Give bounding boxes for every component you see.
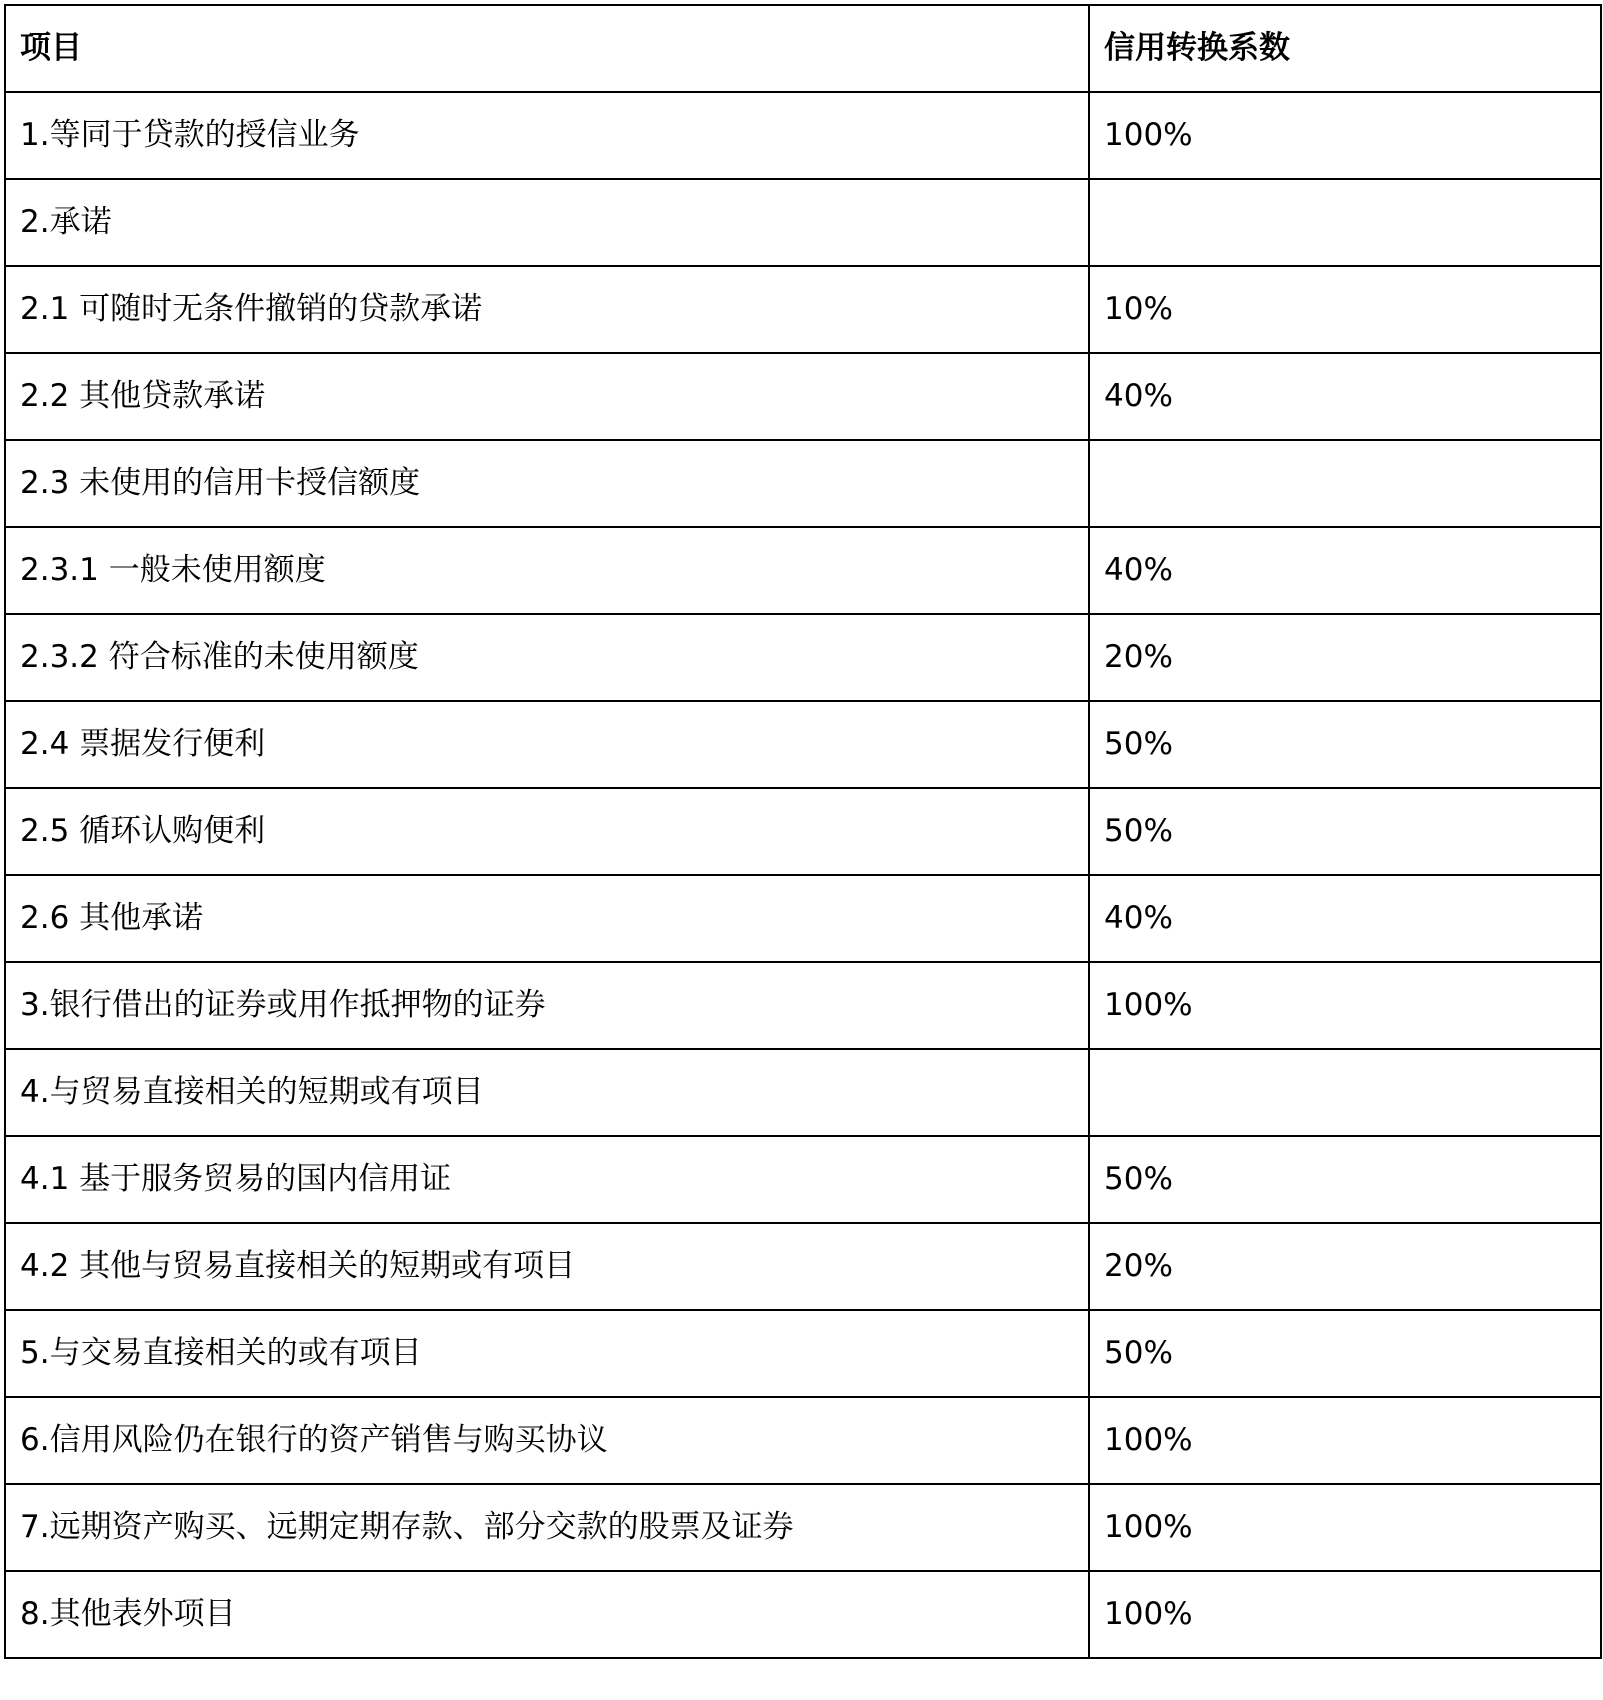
factor-cell: 100% — [1089, 962, 1601, 1049]
factor-cell: 20% — [1089, 1223, 1601, 1310]
item-cell: 1.等同于贷款的授信业务 — [5, 92, 1089, 179]
table-row — [5, 92, 1601, 179]
factor-cell: 40% — [1089, 353, 1601, 440]
table-row — [5, 353, 1601, 440]
factor-cell: 20% — [1089, 614, 1601, 701]
table-row — [5, 1136, 1601, 1223]
factor-cell: 40% — [1089, 875, 1601, 962]
item-cell: 2.3 未使用的信用卡授信额度 — [5, 440, 1089, 527]
item-cell: 2.2 其他贷款承诺 — [5, 353, 1089, 440]
factor-cell: 50% — [1089, 1310, 1601, 1397]
factor-cell: 100% — [1089, 92, 1601, 179]
item-cell: 3.银行借出的证券或用作抵押物的证券 — [5, 962, 1089, 1049]
item-cell: 4.与贸易直接相关的短期或有项目 — [5, 1049, 1089, 1136]
table-row — [5, 875, 1601, 962]
table-row — [5, 266, 1601, 353]
table-row — [5, 440, 1601, 527]
factor-cell — [1089, 440, 1601, 527]
item-cell: 2.1 可随时无条件撤销的贷款承诺 — [5, 266, 1089, 353]
header-row — [5, 5, 1601, 92]
table-row — [5, 962, 1601, 1049]
item-cell: 8.其他表外项目 — [5, 1571, 1089, 1658]
item-cell: 4.2 其他与贸易直接相关的短期或有项目 — [5, 1223, 1089, 1310]
factor-cell: 100% — [1089, 1571, 1601, 1658]
table-row — [5, 701, 1601, 788]
table-row — [5, 1049, 1601, 1136]
table-row — [5, 1397, 1601, 1484]
table-row — [5, 1484, 1601, 1571]
factor-cell — [1089, 179, 1601, 266]
factor-cell: 50% — [1089, 701, 1601, 788]
header-item: 项目 — [5, 5, 1089, 92]
item-cell: 4.1 基于服务贸易的国内信用证 — [5, 1136, 1089, 1223]
item-cell: 6.信用风险仍在银行的资产销售与购买协议 — [5, 1397, 1089, 1484]
table-row — [5, 614, 1601, 701]
item-cell: 2.3.2 符合标准的未使用额度 — [5, 614, 1089, 701]
table-row — [5, 527, 1601, 614]
table-row — [5, 1571, 1601, 1658]
factor-cell: 50% — [1089, 788, 1601, 875]
item-cell: 2.5 循环认购便利 — [5, 788, 1089, 875]
table-row — [5, 1223, 1601, 1310]
factor-cell: 10% — [1089, 266, 1601, 353]
table-row — [5, 1310, 1601, 1397]
item-cell: 2.4 票据发行便利 — [5, 701, 1089, 788]
table-row — [5, 179, 1601, 266]
factor-cell — [1089, 1049, 1601, 1136]
item-cell: 2.6 其他承诺 — [5, 875, 1089, 962]
item-cell: 2.3.1 一般未使用额度 — [5, 527, 1089, 614]
credit-conversion-table — [4, 4, 1602, 1659]
header-factor: 信用转换系数 — [1089, 5, 1601, 92]
factor-cell: 40% — [1089, 527, 1601, 614]
factor-cell: 100% — [1089, 1397, 1601, 1484]
item-cell: 5.与交易直接相关的或有项目 — [5, 1310, 1089, 1397]
item-cell: 7.远期资产购买、远期定期存款、部分交款的股票及证券 — [5, 1484, 1089, 1571]
factor-cell: 50% — [1089, 1136, 1601, 1223]
item-cell: 2.承诺 — [5, 179, 1089, 266]
factor-cell: 100% — [1089, 1484, 1601, 1571]
table-row — [5, 788, 1601, 875]
